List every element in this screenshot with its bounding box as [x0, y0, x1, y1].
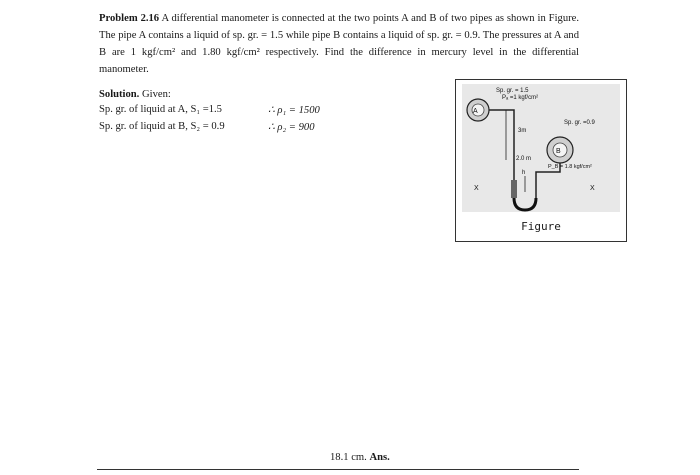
figure-box [455, 79, 627, 242]
figure-caption: Figure [521, 220, 561, 233]
given-row-b: Sp. gr. of liquid at B, S₂ = 0.9 [99, 121, 225, 132]
bottom-rule [97, 469, 579, 470]
label-x2: X [474, 185, 479, 192]
solution-title: Solution. [99, 89, 140, 100]
rho2-value: ∴ ρ₂ = 900 [268, 122, 315, 133]
solution-heading [99, 89, 171, 100]
problem-statement [99, 10, 579, 78]
label-a: A [473, 108, 478, 115]
dim-2m: 2.0 m [516, 156, 532, 162]
answer [330, 452, 390, 463]
solution-given: Given: [142, 89, 171, 100]
label-b: B [556, 148, 561, 155]
label-x: X [590, 185, 595, 192]
sg-a-label: Sp. gr. = 1.5 [496, 88, 529, 94]
dim-3m: 3m [518, 128, 527, 134]
label-h: h [522, 170, 526, 176]
problem-label: Problem 2.16 [99, 13, 160, 24]
mercury-left [511, 180, 517, 198]
pb-label: P_B = 1.8 kgf/cm² [548, 164, 592, 170]
manometer-figure [456, 80, 626, 216]
sg-b-label: Sp. gr. =0.9 [564, 120, 595, 126]
answer-value: 18.1 cm. [330, 452, 367, 463]
pa-label: Pₐ =1 kgf/cm² [502, 95, 539, 101]
answer-suffix: Ans. [369, 452, 390, 463]
given-row-a: Sp. gr. of liquid at A, S₁ =1.5 [99, 104, 222, 115]
problem-text: A differential manometer is connected at the two points A and B of two pipes as shown in Figure. The pipe A contains a liquid of sp. gr. = 1.5 while pipe B contains a liquid of sp. gr. = 0.9. The pressures at A and B are 1 kgf/cm² and 1.80 kgf/cm² respectively. Find the difference in mercury level in the differential manometer. [99, 13, 579, 75]
rho1-value: ∴ ρ₁ = 1500 [268, 105, 320, 116]
